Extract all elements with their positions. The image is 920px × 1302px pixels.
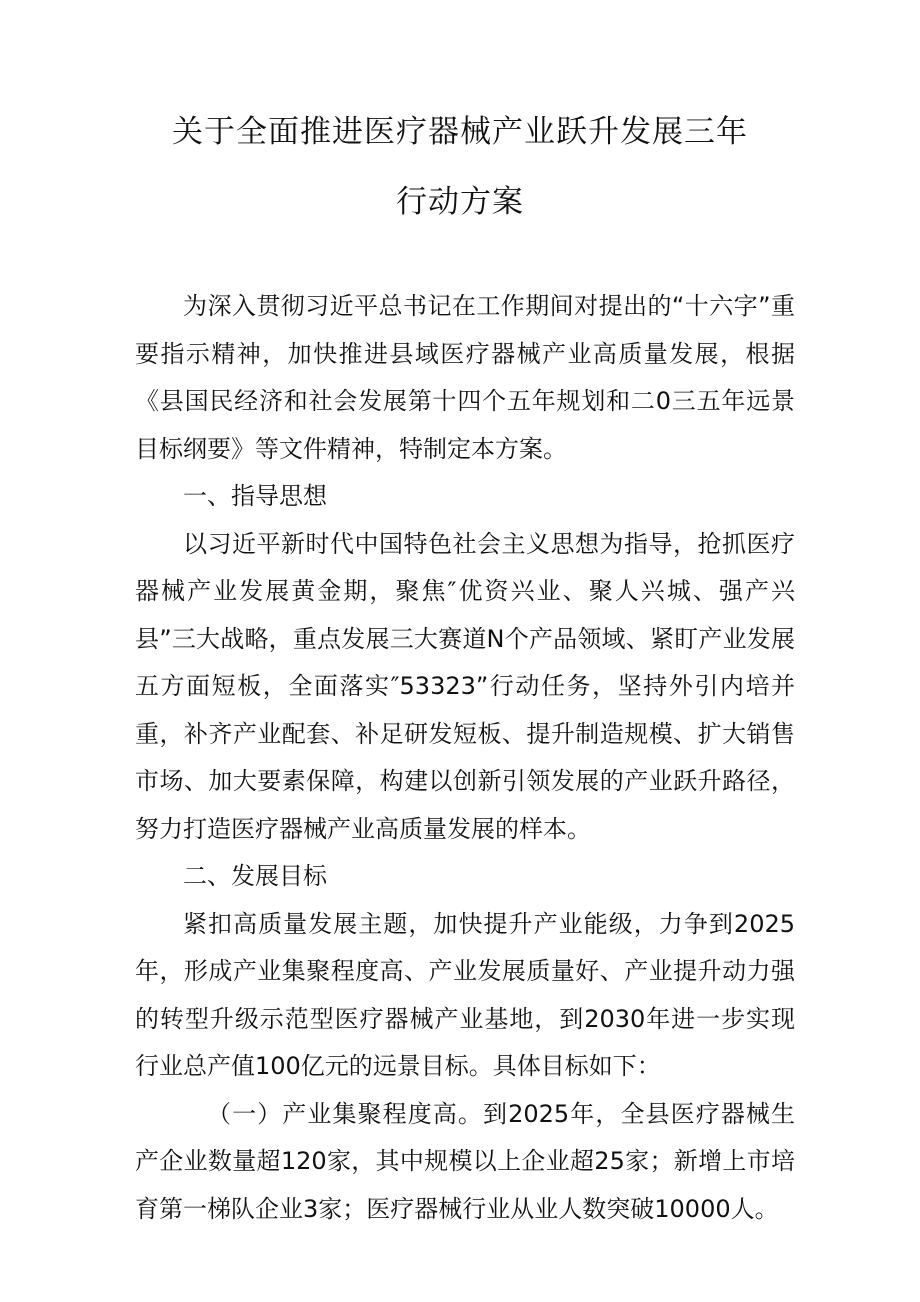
document-title-line-2: 行动方案 bbox=[396, 184, 524, 220]
document-title-line-1: 关于全面推进医疗器械产业跃升发展三年 bbox=[172, 114, 748, 150]
section-heading-guiding-ideology: 一、指导思想 bbox=[183, 482, 327, 510]
development-goals-paragraph: 紧扣高质量发展主题，加快提升产业能级，力争到2025年，形成产业集聚程度高、产业发展质量好、产业提升动力强的转型升级示范型医疗器械产业基地，到2030年进一步实现行业总产值100亿元的远景目标。具体目标如下： bbox=[135, 909, 795, 1080]
document-body bbox=[135, 283, 795, 1233]
guiding-ideology-paragraph: 以习近平新时代中国特色社会主义思想为指导，抢抓医疗器械产业发展黄金期，聚焦″优资兴业、聚人兴城、强产兴县”三大战略，重点发展三大赛道N个产品领域、紧盯产业发展五方面短板，全面落实″53323”行动任务，坚持外引内培并重，补齐产业配套、补足研发短板、提升制造规模、扩大销售市场、加大要素保障，构建以创新引领发展的产业跃升路径，努力打造医疗器械产业高质量发展的样本。 bbox=[135, 529, 795, 843]
section-heading-development-goals: 二、发展目标 bbox=[183, 862, 327, 890]
intro-paragraph: 为深入贯彻习近平总书记在工作期间对提出的“十六字”重要指示精神，加快推进县域医疗器械产业高质量发展，根据《县国民经济和社会发展第十四个五年规划和二0三五年远景目标纲要》等文件精神，特制定本方案。 bbox=[135, 292, 795, 463]
goal-item-1-paragraph: （一）产业集聚程度高。到2025年，全县医疗器械生产企业数量超120家，其中规模以上企业超25家；新增上市培育第一梯队企业3家；医疗器械行业从业人数突破10000人。 bbox=[135, 1099, 795, 1223]
